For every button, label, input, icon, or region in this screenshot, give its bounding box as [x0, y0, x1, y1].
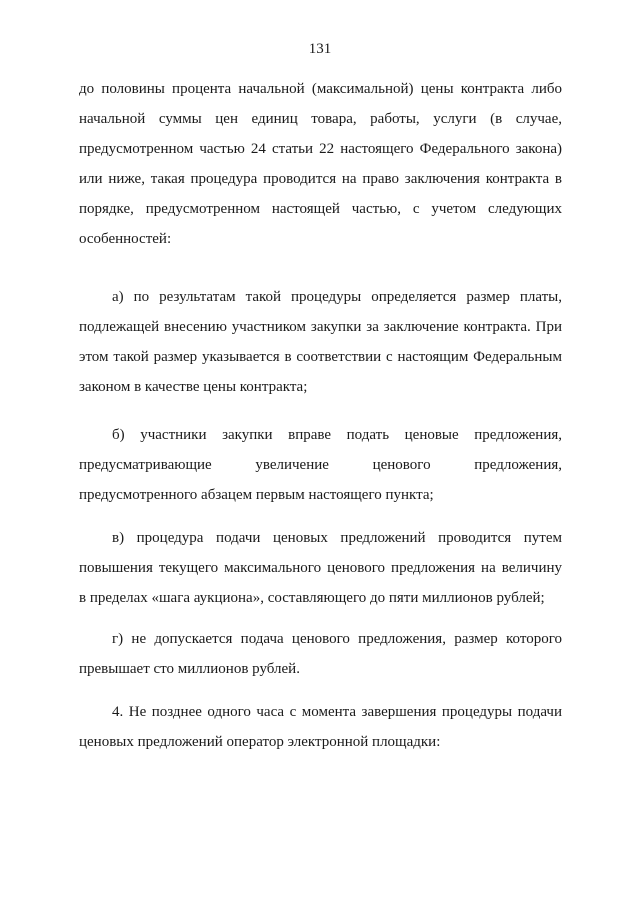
paragraph-intro: [79, 74, 562, 254]
page-number: 131: [308, 41, 332, 57]
text-line: или ниже, такая процедура проводится на право заключения контракта в: [79, 171, 562, 187]
text-line: а) по результатам такой процедуры определяется размер платы,: [112, 289, 562, 305]
text-line: предусматривающие увеличение ценового предложения,: [79, 457, 562, 473]
text-line: предусмотренном частью 24 статьи 22 настоящего Федерального закона): [79, 141, 562, 157]
paragraph-item-a: [79, 282, 562, 402]
text-line: предусмотренного абзацем первым настоящего пункта;: [79, 487, 434, 503]
text-line: в пределах «шага аукциона», составляющего до пяти миллионов рублей;: [79, 590, 545, 606]
text-line: превышает сто миллионов рублей.: [79, 661, 300, 677]
text-line: порядке, предусмотренном настоящей частью, с учетом следующих: [79, 201, 562, 217]
paragraph-item-v: [79, 523, 562, 613]
text-line: особенностей:: [79, 231, 172, 247]
text-line: этом такой размер указывается в соответствии с настоящим Федеральным: [79, 349, 562, 365]
paragraph-item-g: [79, 624, 562, 684]
text-line: ценовых предложений оператор электронной площадки:: [79, 734, 441, 750]
text-line: законом в качестве цены контракта;: [79, 379, 308, 395]
paragraph-item-b: [79, 420, 562, 510]
text-line: 4. Не позднее одного часа с момента завершения процедуры подачи: [112, 704, 562, 720]
text-line: в) процедура подачи ценовых предложений проводится путем: [112, 530, 562, 546]
paragraph-point-4: [79, 697, 562, 757]
text-line: повышения текущего максимального ценового предложения на величину: [79, 560, 562, 576]
text-line: г) не допускается подача ценового предложения, размер которого: [112, 631, 562, 647]
text-line: до половины процента начальной (максимальной) цены контракта либо: [79, 81, 562, 97]
text-line: подлежащей внесению участником закупки за заключение контракта. При: [79, 319, 562, 335]
text-line: начальной суммы цен единиц товара, работы, услуги (в случае,: [79, 111, 562, 127]
text-line: б) участники закупки вправе подать ценовые предложения,: [112, 427, 562, 443]
